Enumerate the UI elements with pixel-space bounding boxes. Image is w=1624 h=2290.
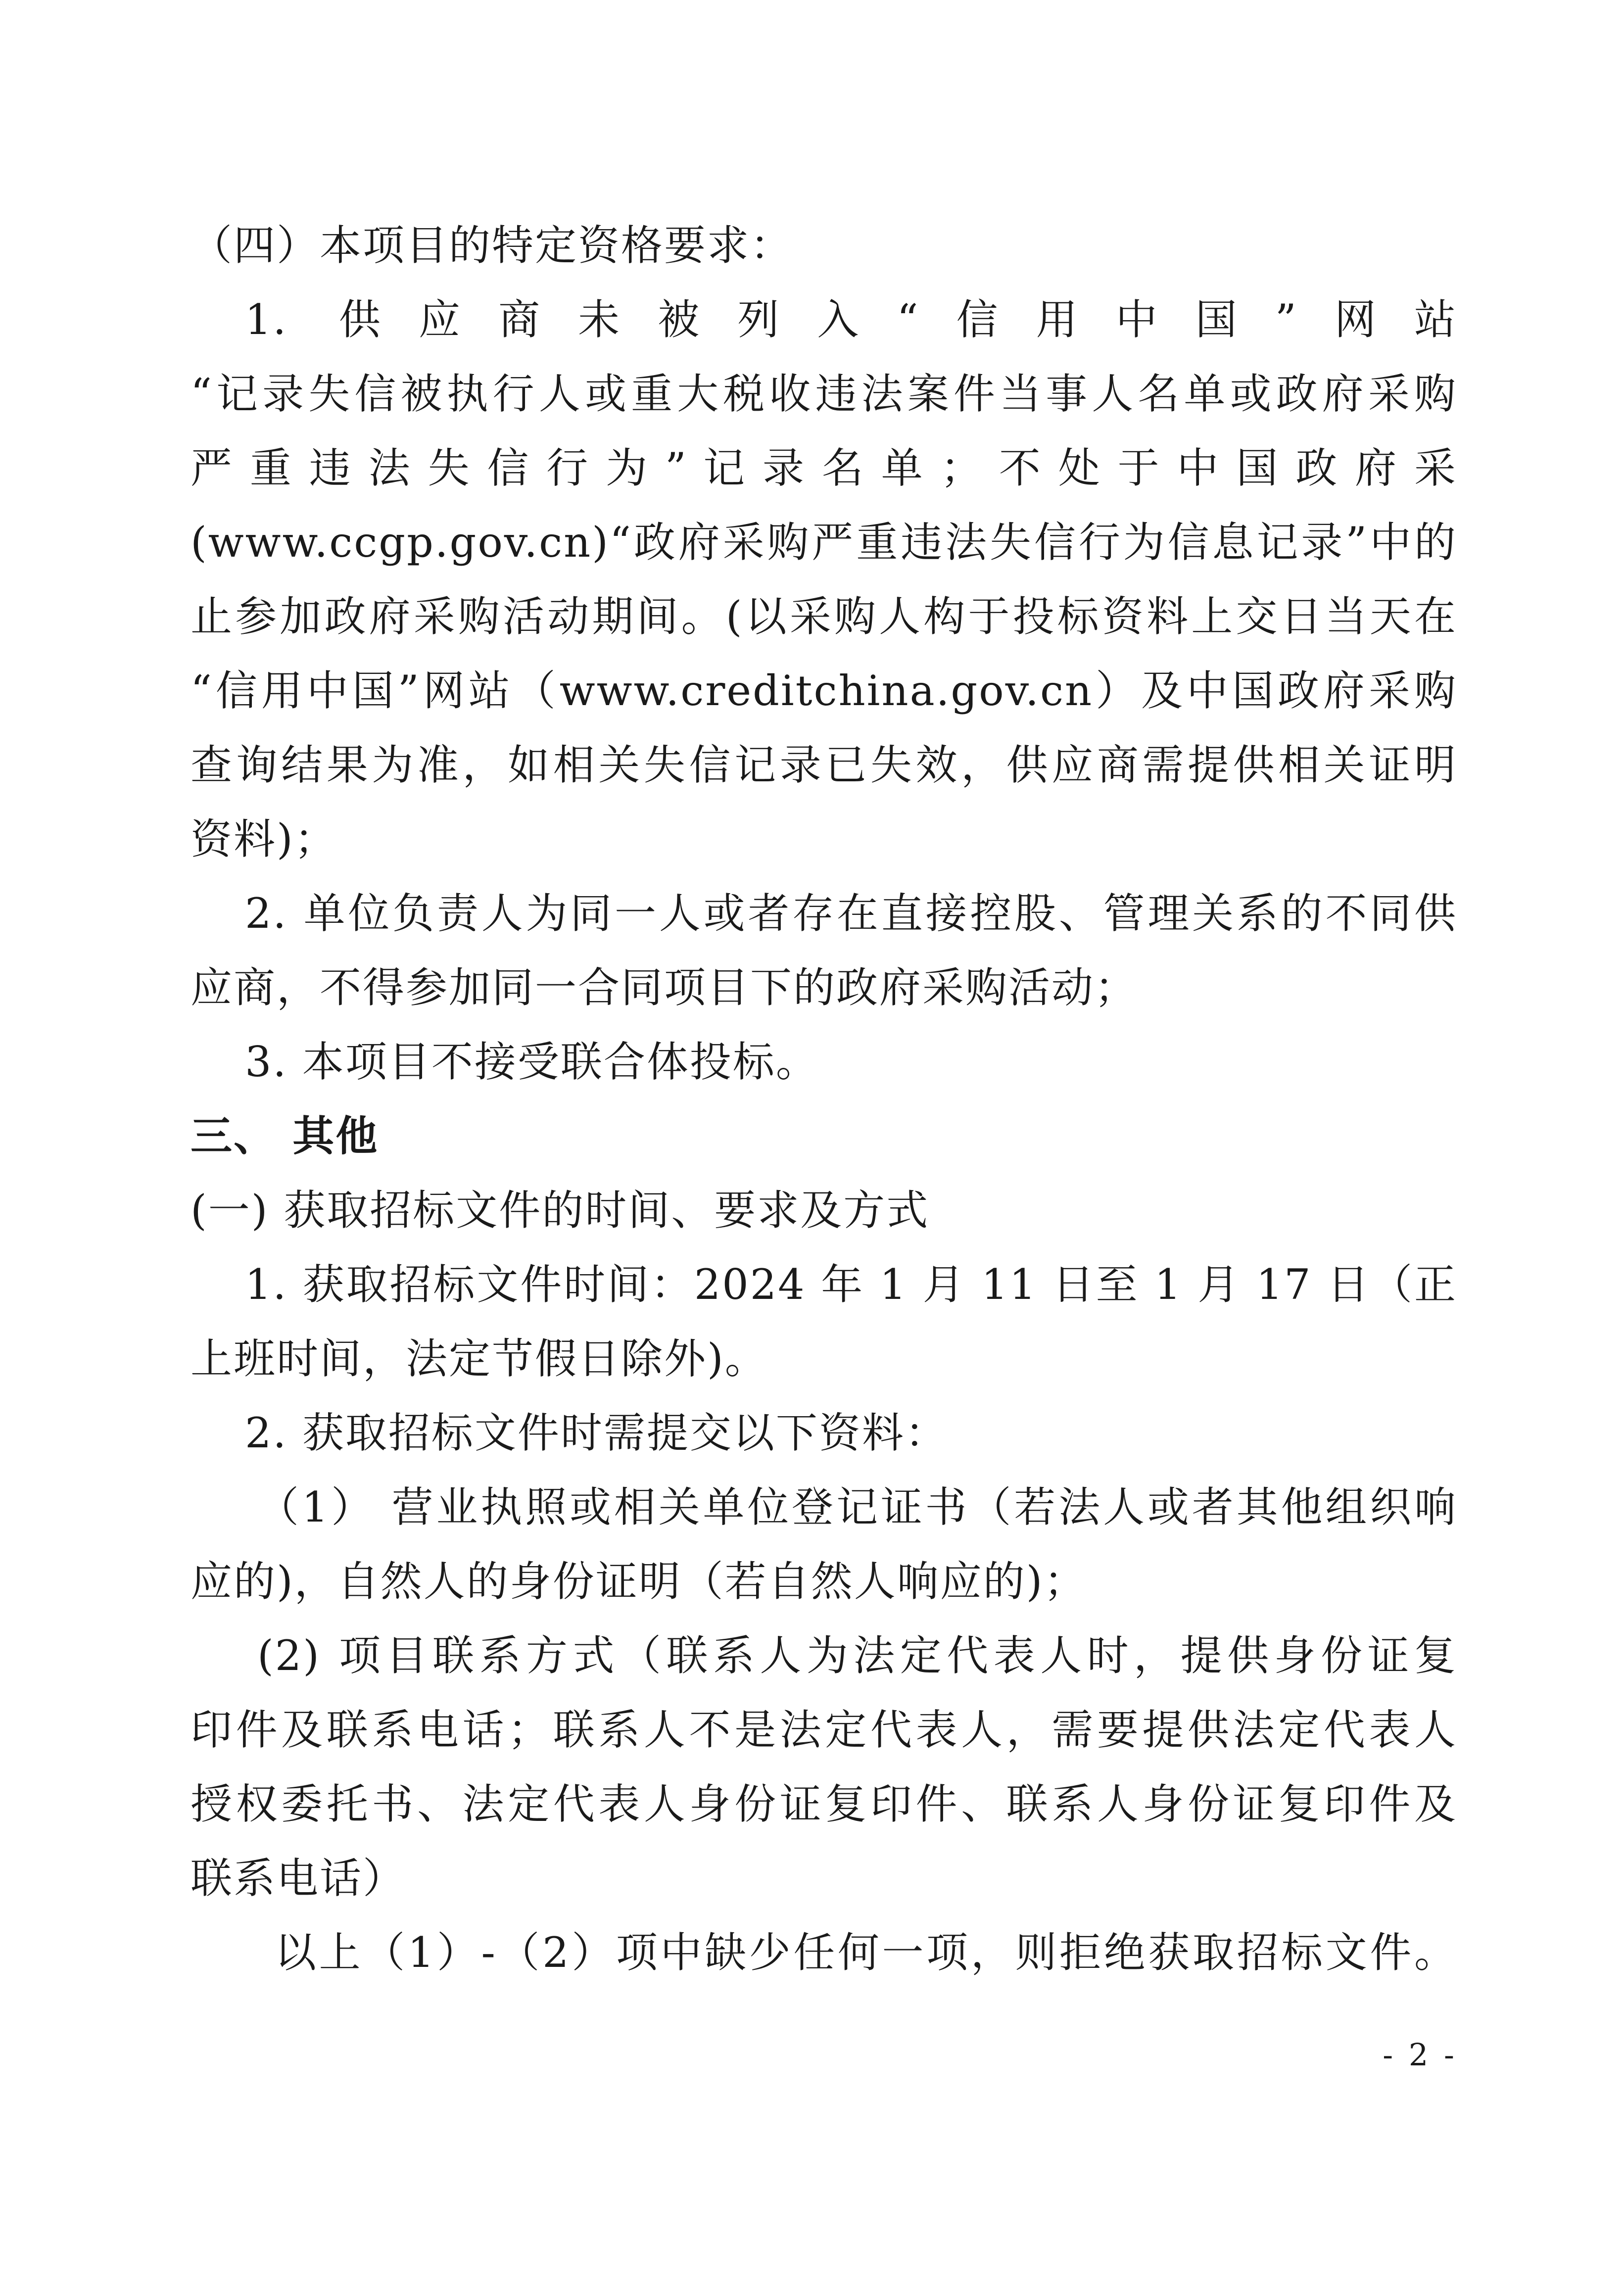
item-2: 2. 获取招标文件时需提交以下资料： — [245, 1409, 948, 1457]
material-2-line-3: 授权委托书、法定代表人身份证复印件、联系人身份证复印件及 — [191, 1780, 1457, 1828]
material-1-line-1: （1） 营业执照或相关单位登记证书（若法人或者其他组织响 — [257, 1483, 1457, 1531]
requirement-1-line-5: 止参加政府采购活动期间。(以采购人构于投标资料上交日当天在 — [191, 592, 1457, 641]
requirement-1-line-4: (www.ccgp.gov.cn)“政府采购严重违法失信行为信息记录”中的 — [191, 518, 1457, 567]
requirement-1-line-3: 严 重 违 法 失 信 行 为 ” 记 录 名 单 ； 不 处 于 中 国 政 府 采 — [191, 444, 1457, 492]
requirement-3: 3. 本项目不接受联合体投标。 — [245, 1038, 819, 1086]
requirement-1-line-6: “信用中国”网站（www.creditchina.gov.cn）及中国政府采购 — [191, 667, 1457, 715]
material-1-line-2: 应的)，自然人的身份证明（若自然人响应的)； — [191, 1557, 1087, 1606]
subsection-heading-1: (一) 获取招标文件的时间、要求及方式 — [191, 1186, 930, 1235]
material-2-line-1: (2) 项目联系方式（联系人为法定代表人时，提供身份证复 — [257, 1631, 1457, 1680]
page-number: - 2 - — [1383, 2037, 1457, 2073]
item-1-line-2: 上班时间，法定节假日除外)。 — [191, 1335, 768, 1383]
requirement-1-line-1: 1. 供应商未被列入“信用中国”网站 — [245, 295, 1457, 344]
requirement-1-line-7: 查询结果为准，如相关失信记录已失效，供应商需提供相关证明 — [191, 741, 1457, 789]
requirement-2-line-1: 2. 单位负责人为同一人或者存在直接控股、管理关系的不同供 — [245, 889, 1457, 938]
subsection-heading-4: （四）本项目的特定资格要求： — [191, 221, 794, 270]
requirement-1-line-8: 资料)； — [191, 815, 337, 863]
section-heading-3: 三、 其他 — [191, 1112, 379, 1160]
requirement-1-line-2: “记录失信被执行人或重大税收违法案件当事人名单或政府采购 — [191, 370, 1457, 418]
item-1-line-1: 1. 获取招标文件时间：2024 年 1 月 11 日至 1 月 17 日（正 — [245, 1260, 1457, 1309]
requirement-2-line-2: 应商，不得参加同一合同项目下的政府采购活动； — [191, 963, 1138, 1012]
material-2-line-2: 印件及联系电话；联系人不是法定代表人，需要提供法定代表人 — [191, 1706, 1457, 1754]
material-2-line-4: 联系电话） — [191, 1854, 406, 1903]
closing-note: 以上（1）-（2）项中缺少任何一项，则拒绝获取招标文件。 — [275, 1928, 1457, 1977]
